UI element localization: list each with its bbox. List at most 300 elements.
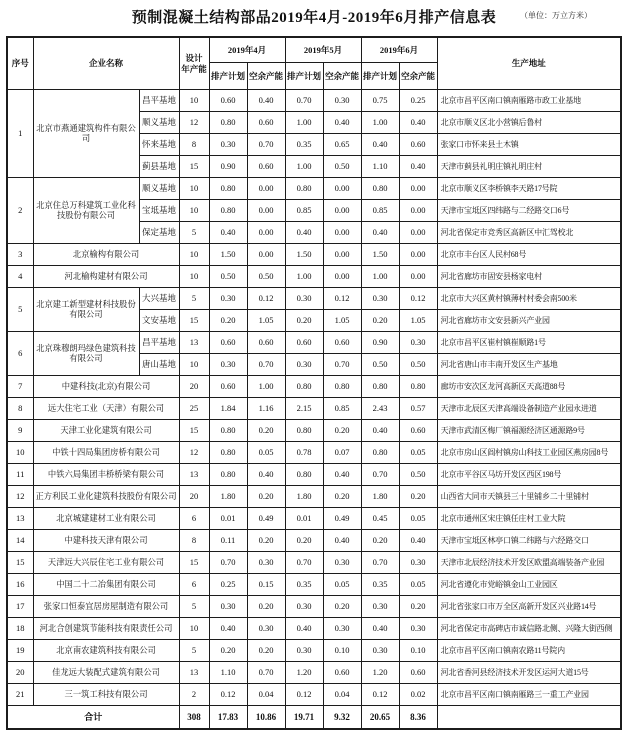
may-spare-cell: 0.80 <box>323 376 361 398</box>
company-name-cell: 河北榆构建材有限公司 <box>33 266 179 288</box>
apr-plan-cell: 0.60 <box>209 376 247 398</box>
may-spare-cell: 0.20 <box>323 486 361 508</box>
capacity-cell: 10 <box>179 266 209 288</box>
table-row <box>7 618 621 640</box>
may-plan-cell: 0.20 <box>285 310 323 332</box>
apr-spare-cell: 0.40 <box>247 90 285 112</box>
jun-spare-cell: 0.30 <box>399 332 437 354</box>
apr-plan-cell: 1.84 <box>209 398 247 420</box>
jun-plan-cell: 0.45 <box>361 508 399 530</box>
may-spare-cell: 1.05 <box>323 310 361 332</box>
may-spare-cell: 0.00 <box>323 178 361 200</box>
may-spare-cell: 0.30 <box>323 618 361 640</box>
company-name-cell: 中铁六局集团丰桥桥梁有限公司 <box>33 464 179 486</box>
may-plan-cell: 2.15 <box>285 398 323 420</box>
apr-plan-cell: 0.80 <box>209 442 247 464</box>
total-jun-spare-cell: 8.36 <box>399 706 437 730</box>
may-spare-cell: 0.60 <box>323 332 361 354</box>
capacity-cell: 12 <box>179 442 209 464</box>
base-cell: 怀来基地 <box>139 134 179 156</box>
company-name-cell: 中建科技天津有限公司 <box>33 530 179 552</box>
apr-plan-cell: 0.80 <box>209 420 247 442</box>
apr-spare-cell: 0.49 <box>247 508 285 530</box>
jun-spare-cell: 0.10 <box>399 640 437 662</box>
may-plan-cell: 1.00 <box>285 156 323 178</box>
company-name-cell: 佳龙远大装配式建筑有限公司 <box>33 662 179 684</box>
address-cell: 北京市顺义区北小营镇后鲁村 <box>437 112 621 134</box>
jun-spare-cell: 0.30 <box>399 618 437 640</box>
address-cell: 天津市宝坻区林亭口镇二纬路与六经路交口 <box>437 530 621 552</box>
company-name-cell: 张家口恒泰宜居房屋制造有限公司 <box>33 596 179 618</box>
address-cell: 天津市宝坻区四纬路与二经路交口6号 <box>437 200 621 222</box>
header-apr-plan: 排产计划 <box>209 63 247 90</box>
table-row <box>7 684 621 706</box>
may-plan-cell: 0.30 <box>285 640 323 662</box>
jun-plan-cell: 0.40 <box>361 618 399 640</box>
table-row <box>7 574 621 596</box>
address-cell: 河北省廊坊市固安县杨家电村 <box>437 266 621 288</box>
header-company: 企业名称 <box>33 37 179 90</box>
jun-plan-cell: 0.75 <box>361 90 399 112</box>
apr-spare-cell: 0.20 <box>247 420 285 442</box>
jun-spare-cell: 0.05 <box>399 574 437 596</box>
may-spare-cell: 0.20 <box>323 420 361 442</box>
header-jun-plan: 排产计划 <box>361 63 399 90</box>
may-plan-cell: 0.78 <box>285 442 323 464</box>
seq-cell: 11 <box>7 464 33 486</box>
table-row <box>7 288 621 310</box>
production-schedule-table <box>6 36 622 730</box>
header-jun-spare: 空余产能 <box>399 63 437 90</box>
total-may-plan-cell: 19.71 <box>285 706 323 730</box>
jun-plan-cell: 0.30 <box>361 288 399 310</box>
apr-spare-cell: 0.15 <box>247 574 285 596</box>
base-cell: 大兴基地 <box>139 288 179 310</box>
table-row <box>7 420 621 442</box>
address-cell: 河北省廊坊市文安县新兴产业园 <box>437 310 621 332</box>
jun-spare-cell: 0.40 <box>399 112 437 134</box>
address-cell: 河北省唐山市丰南开发区生产基地 <box>437 354 621 376</box>
seq-cell: 17 <box>7 596 33 618</box>
jun-plan-cell: 1.80 <box>361 486 399 508</box>
capacity-cell: 15 <box>179 310 209 332</box>
table-row <box>7 640 621 662</box>
base-cell: 宝坻基地 <box>139 200 179 222</box>
company-name-cell: 远大住宅工业（天津）有限公司 <box>33 398 179 420</box>
jun-plan-cell: 0.30 <box>361 640 399 662</box>
table-footer <box>7 706 621 730</box>
address-cell: 河北省保定市高碑店市诚信路北侧、兴隆大街西侧 <box>437 618 621 640</box>
jun-spare-cell: 0.20 <box>399 486 437 508</box>
header-capacity <box>179 37 209 90</box>
company-name-cell: 天津工业化建筑有限公司 <box>33 420 179 442</box>
apr-plan-cell: 0.01 <box>209 508 247 530</box>
apr-spare-cell: 1.00 <box>247 376 285 398</box>
jun-spare-cell: 0.60 <box>399 662 437 684</box>
apr-plan-cell: 1.80 <box>209 486 247 508</box>
table-row <box>7 596 621 618</box>
seq-cell: 4 <box>7 266 33 288</box>
may-spare-cell: 0.70 <box>323 354 361 376</box>
jun-plan-cell: 0.40 <box>361 134 399 156</box>
apr-plan-cell: 0.11 <box>209 530 247 552</box>
jun-spare-cell: 0.05 <box>399 508 437 530</box>
apr-spare-cell: 0.00 <box>247 244 285 266</box>
address-cell: 天津市北辰经济技术开发区欧盟高端装备产业园 <box>437 552 621 574</box>
seq-cell: 9 <box>7 420 33 442</box>
seq-cell: 15 <box>7 552 33 574</box>
may-spare-cell: 0.10 <box>323 640 361 662</box>
capacity-cell: 2 <box>179 684 209 706</box>
jun-plan-cell: 0.40 <box>361 222 399 244</box>
jun-spare-cell: 0.60 <box>399 420 437 442</box>
address-cell: 北京市顺义区李桥镇李天路17号院 <box>437 178 621 200</box>
address-cell: 北京市丰台区人民村68号 <box>437 244 621 266</box>
base-cell: 保定基地 <box>139 222 179 244</box>
jun-plan-cell: 0.80 <box>361 178 399 200</box>
table-row <box>7 486 621 508</box>
seq-cell: 21 <box>7 684 33 706</box>
table-row <box>7 464 621 486</box>
may-plan-cell: 0.70 <box>285 90 323 112</box>
may-plan-cell: 0.60 <box>285 332 323 354</box>
may-spare-cell: 0.00 <box>323 222 361 244</box>
capacity-cell: 10 <box>179 90 209 112</box>
capacity-cell: 25 <box>179 398 209 420</box>
may-spare-cell: 0.20 <box>323 596 361 618</box>
jun-plan-cell: 0.80 <box>361 442 399 464</box>
apr-plan-cell: 0.12 <box>209 684 247 706</box>
company-name-cell: 北京市燕通建筑构件有限公司 <box>33 90 139 178</box>
jun-plan-cell: 0.85 <box>361 200 399 222</box>
seq-cell: 16 <box>7 574 33 596</box>
seq-cell: 13 <box>7 508 33 530</box>
jun-plan-cell: 1.00 <box>361 112 399 134</box>
jun-spare-cell: 0.40 <box>399 530 437 552</box>
capacity-cell: 8 <box>179 530 209 552</box>
capacity-cell: 8 <box>179 134 209 156</box>
base-cell: 顺义基地 <box>139 112 179 134</box>
may-spare-cell: 0.40 <box>323 112 361 134</box>
table-header <box>7 37 621 90</box>
apr-spare-cell: 0.60 <box>247 112 285 134</box>
jun-plan-cell: 0.50 <box>361 354 399 376</box>
table-row <box>7 398 621 420</box>
capacity-cell: 6 <box>179 574 209 596</box>
base-cell: 顺义基地 <box>139 178 179 200</box>
address-cell: 河北省遵化市党峪镇金山工业园区 <box>437 574 621 596</box>
table-row <box>7 552 621 574</box>
apr-plan-cell: 0.80 <box>209 200 247 222</box>
may-plan-cell: 1.20 <box>285 662 323 684</box>
may-plan-cell: 0.40 <box>285 222 323 244</box>
apr-plan-cell: 0.30 <box>209 134 247 156</box>
seq-cell: 10 <box>7 442 33 464</box>
apr-spare-cell: 0.20 <box>247 530 285 552</box>
seq-cell: 8 <box>7 398 33 420</box>
may-spare-cell: 0.65 <box>323 134 361 156</box>
apr-plan-cell: 0.30 <box>209 288 247 310</box>
jun-plan-cell: 0.80 <box>361 376 399 398</box>
capacity-cell: 13 <box>179 332 209 354</box>
may-spare-cell: 0.05 <box>323 574 361 596</box>
total-jun-plan-cell: 20.65 <box>361 706 399 730</box>
company-name-cell: 河北合创建筑节能科技有限责任公司 <box>33 618 179 640</box>
seq-cell: 1 <box>7 90 33 178</box>
apr-spare-cell: 1.16 <box>247 398 285 420</box>
company-name-cell: 北京建工新型建材科技股份有限公司 <box>33 288 139 332</box>
company-name-cell: 中国二十二冶集团有限公司 <box>33 574 179 596</box>
seq-cell: 2 <box>7 178 33 244</box>
may-spare-cell: 0.60 <box>323 662 361 684</box>
apr-spare-cell: 1.05 <box>247 310 285 332</box>
may-spare-cell: 0.40 <box>323 530 361 552</box>
apr-plan-cell: 0.70 <box>209 552 247 574</box>
may-spare-cell: 0.49 <box>323 508 361 530</box>
header-apr-spare: 空余产能 <box>247 63 285 90</box>
apr-plan-cell: 0.40 <box>209 222 247 244</box>
seq-cell: 6 <box>7 332 33 376</box>
may-plan-cell: 0.30 <box>285 354 323 376</box>
jun-plan-cell: 0.35 <box>361 574 399 596</box>
capacity-cell: 10 <box>179 244 209 266</box>
may-spare-cell: 0.40 <box>323 464 361 486</box>
apr-plan-cell: 0.20 <box>209 640 247 662</box>
address-cell: 北京市昌平区南口镇南雁路三一重工产业园 <box>437 684 621 706</box>
jun-plan-cell: 0.70 <box>361 464 399 486</box>
total-row <box>7 706 621 730</box>
jun-spare-cell: 0.05 <box>399 442 437 464</box>
apr-plan-cell: 0.80 <box>209 112 247 134</box>
jun-spare-cell: 1.05 <box>399 310 437 332</box>
address-cell: 天津市武清区梅厂镇福源经济区通源路9号 <box>437 420 621 442</box>
company-name-cell: 北京城建建材工业有限公司 <box>33 508 179 530</box>
table-body <box>7 90 621 706</box>
may-plan-cell: 0.35 <box>285 134 323 156</box>
header-may-spare: 空余产能 <box>323 63 361 90</box>
company-name-cell: 三一筑工科技有限公司 <box>33 684 179 706</box>
may-spare-cell: 0.30 <box>323 90 361 112</box>
jun-plan-cell: 1.00 <box>361 266 399 288</box>
may-plan-cell: 0.20 <box>285 530 323 552</box>
jun-plan-cell: 0.12 <box>361 684 399 706</box>
header-may-plan: 排产计划 <box>285 63 323 90</box>
apr-spare-cell: 0.04 <box>247 684 285 706</box>
company-name-cell: 北京珠穆朗玛绿色建筑科技有限公司 <box>33 332 139 376</box>
address-cell: 天津市北辰区天津高端设备制造产业园永进道 <box>437 398 621 420</box>
apr-plan-cell: 0.60 <box>209 332 247 354</box>
capacity-cell: 13 <box>179 662 209 684</box>
may-plan-cell: 1.00 <box>285 112 323 134</box>
seq-cell: 7 <box>7 376 33 398</box>
seq-cell: 20 <box>7 662 33 684</box>
may-plan-cell: 0.30 <box>285 596 323 618</box>
may-plan-cell: 0.01 <box>285 508 323 530</box>
header-capacity-line1: 设计 <box>185 52 203 63</box>
jun-spare-cell: 0.40 <box>399 156 437 178</box>
jun-spare-cell: 0.57 <box>399 398 437 420</box>
apr-spare-cell: 0.00 <box>247 200 285 222</box>
may-plan-cell: 0.80 <box>285 464 323 486</box>
total-address-cell <box>437 706 621 730</box>
seq-cell: 5 <box>7 288 33 332</box>
table-row <box>7 266 621 288</box>
jun-spare-cell: 0.00 <box>399 222 437 244</box>
capacity-cell: 10 <box>179 178 209 200</box>
address-cell: 北京市昌平区崔村镇崔顺路1号 <box>437 332 621 354</box>
total-capacity-cell: 308 <box>179 706 209 730</box>
may-plan-cell: 0.80 <box>285 178 323 200</box>
apr-spare-cell: 0.50 <box>247 266 285 288</box>
address-cell: 北京市平谷区马坊开发区西区198号 <box>437 464 621 486</box>
company-name-cell: 天津远大兴辰住宅工业有限公司 <box>33 552 179 574</box>
jun-spare-cell: 0.25 <box>399 90 437 112</box>
seq-cell: 14 <box>7 530 33 552</box>
may-plan-cell: 0.40 <box>285 618 323 640</box>
apr-spare-cell: 0.30 <box>247 552 285 574</box>
base-cell: 昌平基地 <box>139 90 179 112</box>
capacity-cell: 12 <box>179 112 209 134</box>
jun-plan-cell: 1.10 <box>361 156 399 178</box>
jun-spare-cell: 0.80 <box>399 376 437 398</box>
capacity-cell: 5 <box>179 640 209 662</box>
header-month-april: 2019年4月 <box>209 37 285 63</box>
apr-spare-cell: 0.30 <box>247 618 285 640</box>
company-name-cell: 中建科技(北京)有限公司 <box>33 376 179 398</box>
table-row <box>7 508 621 530</box>
total-apr-spare-cell: 10.86 <box>247 706 285 730</box>
address-cell: 北京市昌平区南口镇南农路11号院内 <box>437 640 621 662</box>
apr-spare-cell: 0.70 <box>247 662 285 684</box>
may-plan-cell: 0.80 <box>285 420 323 442</box>
company-name-cell: 北京榆构有限公司 <box>33 244 179 266</box>
seq-cell: 18 <box>7 618 33 640</box>
jun-spare-cell: 0.00 <box>399 200 437 222</box>
header-month-june: 2019年6月 <box>361 37 437 63</box>
apr-plan-cell: 0.30 <box>209 354 247 376</box>
may-plan-cell: 1.00 <box>285 266 323 288</box>
apr-plan-cell: 0.90 <box>209 156 247 178</box>
jun-plan-cell: 0.20 <box>361 530 399 552</box>
jun-spare-cell: 0.30 <box>399 552 437 574</box>
table-row <box>7 530 621 552</box>
jun-spare-cell: 0.00 <box>399 244 437 266</box>
capacity-cell: 15 <box>179 156 209 178</box>
may-plan-cell: 0.70 <box>285 552 323 574</box>
may-spare-cell: 0.04 <box>323 684 361 706</box>
header-row-1 <box>7 37 621 63</box>
jun-spare-cell: 0.12 <box>399 288 437 310</box>
table-row <box>7 662 621 684</box>
seq-cell: 12 <box>7 486 33 508</box>
capacity-cell: 6 <box>179 508 209 530</box>
may-spare-cell: 0.85 <box>323 398 361 420</box>
unit-note: （单位：万立方米） <box>520 11 592 20</box>
jun-plan-cell: 1.20 <box>361 662 399 684</box>
company-name-cell: 中铁十四局集团房桥有限公司 <box>33 442 179 464</box>
company-name-cell: 正方利民工业化建筑科技股份有限公司 <box>33 486 179 508</box>
header-month-may: 2019年5月 <box>285 37 361 63</box>
total-label-cell: 合计 <box>7 706 179 730</box>
table-row <box>7 442 621 464</box>
may-plan-cell: 0.80 <box>285 376 323 398</box>
apr-plan-cell: 1.50 <box>209 244 247 266</box>
apr-plan-cell: 0.20 <box>209 310 247 332</box>
capacity-cell: 13 <box>179 464 209 486</box>
may-plan-cell: 1.50 <box>285 244 323 266</box>
base-cell: 文安基地 <box>139 310 179 332</box>
may-plan-cell: 0.12 <box>285 684 323 706</box>
apr-spare-cell: 0.20 <box>247 640 285 662</box>
apr-plan-cell: 1.10 <box>209 662 247 684</box>
base-cell: 蓟县基地 <box>139 156 179 178</box>
jun-spare-cell: 0.02 <box>399 684 437 706</box>
address-cell: 张家口市怀来县土木镇 <box>437 134 621 156</box>
capacity-cell: 5 <box>179 596 209 618</box>
capacity-cell: 15 <box>179 420 209 442</box>
capacity-cell: 10 <box>179 618 209 640</box>
jun-plan-cell: 0.90 <box>361 332 399 354</box>
total-apr-plan-cell: 17.83 <box>209 706 247 730</box>
jun-spare-cell: 0.00 <box>399 266 437 288</box>
address-cell: 北京市大兴区黄村镇薄村村委会南500米 <box>437 288 621 310</box>
jun-plan-cell: 0.30 <box>361 596 399 618</box>
apr-spare-cell: 0.00 <box>247 222 285 244</box>
apr-plan-cell: 0.30 <box>209 596 247 618</box>
jun-spare-cell: 0.50 <box>399 354 437 376</box>
address-cell: 廊坊市安次区龙河高新区天高道88号 <box>437 376 621 398</box>
jun-spare-cell: 0.20 <box>399 596 437 618</box>
may-spare-cell: 0.12 <box>323 288 361 310</box>
capacity-cell: 20 <box>179 376 209 398</box>
base-cell: 唐山基地 <box>139 354 179 376</box>
may-plan-cell: 0.85 <box>285 200 323 222</box>
capacity-cell: 20 <box>179 486 209 508</box>
apr-spare-cell: 0.60 <box>247 332 285 354</box>
title-bar <box>0 0 628 32</box>
may-plan-cell: 0.30 <box>285 288 323 310</box>
apr-spare-cell: 0.40 <box>247 464 285 486</box>
jun-plan-cell: 0.70 <box>361 552 399 574</box>
address-cell: 北京市房山区阎村镇房山科技工业园区燕房园8号 <box>437 442 621 464</box>
address-cell: 北京市昌平区南口镇南雁路市政工业基地 <box>437 90 621 112</box>
table-row <box>7 90 621 112</box>
header-address: 生产地址 <box>437 37 621 90</box>
table-row <box>7 178 621 200</box>
jun-plan-cell: 0.40 <box>361 420 399 442</box>
may-spare-cell: 0.07 <box>323 442 361 464</box>
jun-plan-cell: 0.20 <box>361 310 399 332</box>
may-plan-cell: 0.35 <box>285 574 323 596</box>
company-name-cell: 北京住总万科建筑工业化科技股份有限公司 <box>33 178 139 244</box>
header-seq: 序号 <box>7 37 33 90</box>
apr-spare-cell: 0.20 <box>247 486 285 508</box>
may-spare-cell: 0.00 <box>323 200 361 222</box>
jun-plan-cell: 2.43 <box>361 398 399 420</box>
seq-cell: 3 <box>7 244 33 266</box>
apr-plan-cell: 0.80 <box>209 178 247 200</box>
apr-spare-cell: 0.70 <box>247 354 285 376</box>
table-row <box>7 332 621 354</box>
jun-spare-cell: 0.50 <box>399 464 437 486</box>
address-cell: 河北省保定市竞秀区高新区中汇驾校北 <box>437 222 621 244</box>
address-cell: 天津市蓟县礼明庄镇礼明庄村 <box>437 156 621 178</box>
table-row <box>7 244 621 266</box>
capacity-cell: 10 <box>179 200 209 222</box>
may-spare-cell: 0.50 <box>323 156 361 178</box>
base-cell: 昌平基地 <box>139 332 179 354</box>
address-cell: 山西省大同市天镇县三十里铺乡二十里铺村 <box>437 486 621 508</box>
